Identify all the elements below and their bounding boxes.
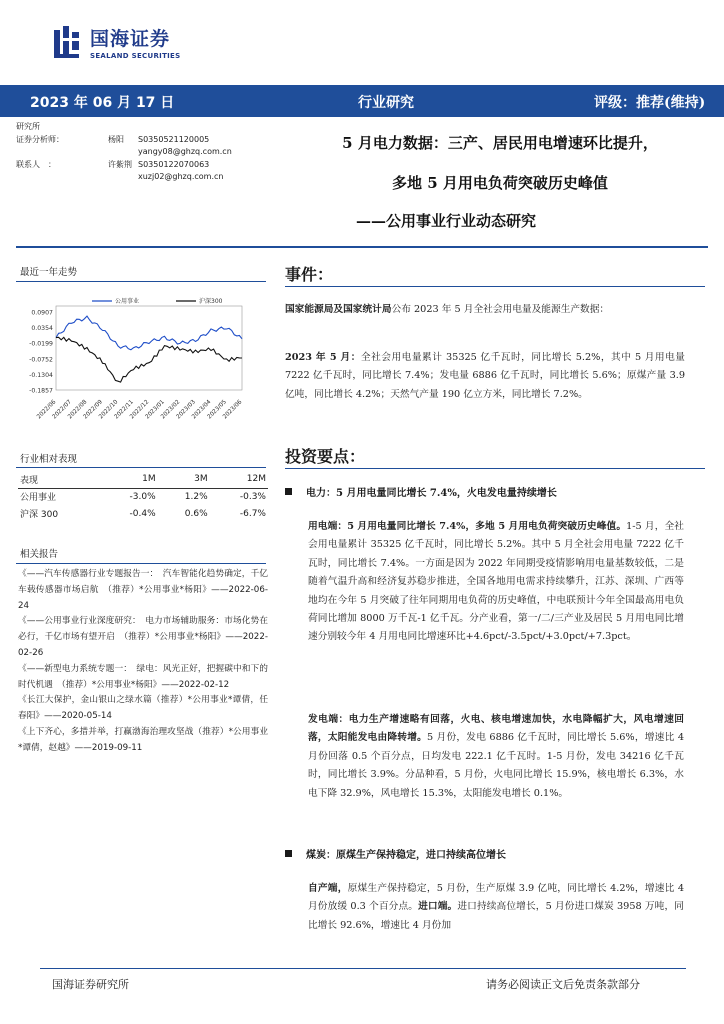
related-report-item[interactable]: 《——公用事业行业深度研究： 电力市场辅助服务：市场化势在必行，千亿市场有望开启 （推荐）*公用事业*杨阳》——2022-02-26 (18, 616, 268, 658)
bullet-square-icon (285, 488, 292, 495)
x-tick-label: 2023/02 (160, 399, 182, 421)
event-paragraph-2: 2023 年 5 月：全社会用电量累计 35325 亿千瓦时，同比增长 5.2%，其中 5 月用电量 7222 亿千瓦时，同比增长 7.4%；发电量 6886 亿千瓦时，同比增长 5.6%；原煤产量 3.9 亿吨，同比增长 4.2%；天然气产量 190 亿立方米，同比增长 7.2%。 (285, 352, 685, 400)
research-institute: 研究所 (16, 122, 40, 131)
legend-label: 沪深300 (199, 298, 223, 305)
paragraph-demand: 用电端：5 月用电量同比增长 7.4%，多地 5 月用电负荷突破历史峰值。1-5 月，全社会用电量累计 35325 亿千瓦时，同比增长 5.2%。其中 5 月全社会用电量 7222 亿千瓦时，同比增长 7.4%。一方面是因为 2022 年同期受疫情影响用电量基数较低，二是随着气温升高和经济复苏稳步推进，全国各地用电需求持续攀升，江苏、深圳、广西等地均在今年 5 月突破了往年同期用电负荷的历史峰值，中电联预计今年全国最高用电负荷同比增加 8000 万千瓦-1 亿千瓦。分产业看，第一/二/三产业及居民 5 月用电同比增速分别较今年 4 月用电同比增速环比+4.6pct/-3.5pct/+3.0pct/+7.3pct。 (308, 521, 684, 643)
analyst-row: 证券分析师： 杨阳 S0350521120005 (16, 134, 210, 144)
performance-divider (16, 467, 266, 468)
x-tick-label: 2022/06 (36, 399, 58, 421)
x-tick-label: 2023/05 (206, 399, 228, 421)
series-line-utilities (56, 316, 242, 350)
x-tick-label: 2022/08 (67, 399, 89, 421)
report-date: 2023 年 06 月 17 日 (30, 95, 175, 111)
related-divider (16, 563, 266, 564)
header-banner (0, 85, 724, 117)
analyst-row (16, 171, 268, 184)
trend-chart (18, 290, 266, 430)
analyst-row: 联系人 ： 许紫荆 S0350122070063 (16, 159, 210, 169)
paragraph-generation: 发电端：电力生产增速略有回落，火电、核电增速加快，水电降幅扩大，风电增速回落，太阳能发电由降转增。5 月份，发电 6886 亿千瓦时，同比增长 5.6%，增速比 4 月份回落 0.5 个百分点，日均发电 222.1 亿千瓦时。1-5 月份，发电 34216 亿千瓦时，同比增长 3.9%。分品种看，5 月份，火电同比增长 15.9%，核电增长 6.3%，水电下降 32.9%，风电增长 15.3%，太阳能发电增长 0.1%。 (308, 714, 684, 799)
trend-divider (16, 281, 266, 282)
report-rating: 评级：推荐(维持) (594, 95, 706, 111)
related-reports-list (18, 567, 268, 757)
event-heading: 事件： (285, 265, 334, 284)
x-tick-label: 2022/10 (98, 399, 120, 421)
title-divider (16, 246, 708, 248)
x-tick-label: 2023/01 (144, 399, 166, 421)
logo-text-cn: 国海证券 (90, 28, 171, 50)
bullet-square-icon (285, 850, 292, 857)
y-tick-label: -0.0199 (29, 340, 53, 348)
table-row: 公用事业 -3.0% 1.2% -0.3% (20, 491, 266, 504)
trend-section-title: 最近一年走势 (20, 267, 78, 278)
logo-text-en: SEALAND SECURITIES (90, 52, 181, 60)
report-title-line2: 多地 5 月用电负荷突破历史峰值 (392, 174, 608, 192)
y-tick-label: 0.0354 (31, 325, 53, 333)
y-tick-label: -0.0752 (29, 356, 53, 364)
x-tick-label: 2023/04 (191, 399, 213, 421)
analyst-block (16, 121, 268, 184)
related-section-title: 相关报告 (20, 549, 59, 560)
investment-heading: 投资要点： (285, 447, 366, 466)
contact-email[interactable]: xuzj02@ghzq.com.cn (138, 172, 224, 182)
analyst-row (16, 146, 268, 159)
logo-mark-icon (52, 24, 82, 60)
related-report-item[interactable]: 《——汽车传感器行业专题报告一： 汽车智能化趋势确定，千亿车载传感器市场启航 （推荐）*公用事业*杨阳》——2022-06-24 (18, 569, 268, 611)
table-row: 沪深 300 -0.4% 0.6% -6.7% (20, 508, 266, 520)
report-sector: 行业研究 (358, 95, 414, 111)
x-tick-label: 2022/07 (51, 399, 73, 421)
related-report-item[interactable]: 《长江大保护，金山银山之绿水篇（推荐）*公用事业*谭倩，任春阳》——2020-05-14 (18, 695, 268, 722)
x-tick-label: 2022/12 (129, 399, 151, 421)
footer-institute: 国海证券研究所 (52, 978, 129, 991)
analyst-email[interactable]: yangy08@ghzq.com.cn (138, 147, 232, 157)
footer-disclaimer: 请务必阅读正文后免责条款部分 (486, 978, 640, 991)
event-paragraph-1: 国家能源局及国家统计局公布 2023 年 5 月全社会用电量及能源生产数据： (285, 304, 610, 315)
bullet-coal: 煤炭：原煤生产保持稳定，进口持续高位增长 (285, 846, 705, 861)
x-tick-label: 2022/09 (82, 399, 104, 421)
investment-divider (285, 468, 705, 469)
bullet-power: 电力：5 月用电量同比增长 7.4%，火电发电量持续增长 (285, 484, 705, 499)
event-divider (285, 286, 705, 287)
legend-label: 公用事业 (115, 298, 140, 305)
trend-chart-svg (18, 290, 266, 430)
y-tick-label: 0.0907 (31, 309, 53, 317)
company-logo (52, 24, 180, 60)
table-header-row: 表现 1M 3M 12M (18, 471, 268, 488)
performance-section-title: 行业相对表现 (20, 454, 78, 465)
x-tick-label: 2022/11 (113, 399, 135, 421)
related-report-item[interactable]: 《上下齐心，多措并举，打赢渤海治理攻坚战（推荐）*公用事业*谭倩，赵越》——2019-09-11 (18, 726, 268, 753)
x-tick-label: 2023/06 (222, 399, 244, 421)
x-tick-label: 2023/03 (175, 399, 197, 421)
report-title-line1: 5 月电力数据：三产、居民用电增速环比提升， (342, 134, 658, 152)
y-tick-label: -0.1304 (29, 371, 53, 379)
paragraph-coal: 自产端，原煤生产保持稳定，5 月份，生产原煤 3.9 亿吨，同比增长 4.2%，增速比 4 月份放缓 0.3 个百分点。进口端。进口持续高位增长，5 月份进口煤炭 3958 万吨，同比增长 92.6%，增速比 4 月份加 (308, 883, 684, 931)
related-report-item[interactable]: 《——新型电力系统专题一： 绿电：风光正好，把握碳中和下的时代机遇 （推荐）*公用事业*杨阳》——2022-02-12 (18, 663, 268, 690)
footer-divider (40, 968, 686, 969)
report-subtitle: ——公用事业行业动态研究 (356, 212, 537, 230)
y-tick-label: -0.1857 (29, 387, 53, 395)
performance-table (18, 471, 268, 522)
